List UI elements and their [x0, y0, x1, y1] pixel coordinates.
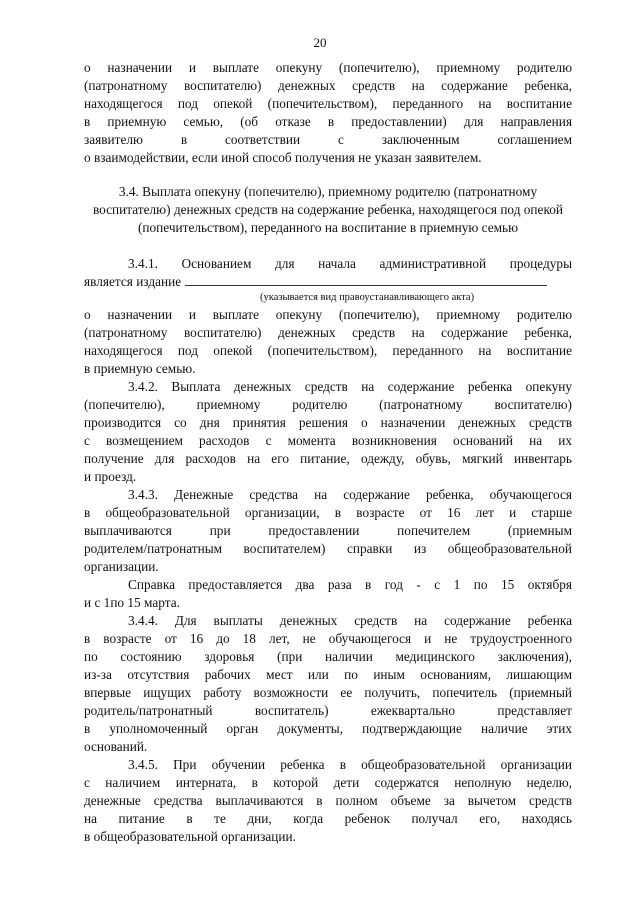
text-line: родитель/патронатный воспитатель) ежеквартально представляет	[84, 703, 572, 718]
text-line: о назначении и выплате опекуну (попечителю), приемному родителю	[84, 307, 572, 322]
text-line: о назначении и выплате опекуну (попечителю), приемному родителю	[84, 60, 572, 75]
text-line: и проезд.	[84, 469, 137, 484]
blank-caption: (указывается вид правоустанавливающего акта)	[260, 292, 475, 303]
text-line: получение для расходов на его питание, одежду, обувь, мягкий инвентарь	[84, 451, 572, 466]
text-line: организации.	[84, 559, 159, 574]
text-line: 3.4.3. Денежные средства на содержание ребенка, обучающегося	[128, 487, 572, 502]
text-fragment: является издание	[84, 274, 182, 289]
text-line: денежные средства выплачиваются в полном объеме за вычетом средств	[84, 793, 572, 808]
text-line: оснований.	[84, 739, 148, 754]
text-line: (попечителю), приемному родителю (патронатному воспитателю)	[84, 397, 572, 412]
intro-paragraph	[84, 59, 572, 167]
text-line: на питание в те дни, когда ребенок получал его, находясь	[84, 811, 572, 826]
text-line: Справка предоставляется два раза в год - с 1 по 15 октября	[128, 577, 572, 592]
section-title: 3.4. Выплата опекуну (попечителю), приемному родителю (патронатному воспитателю) денежных средств на содержание ребенка, находящегося под опекой (попечительством), переданного на воспитание в приемную семью	[92, 184, 564, 235]
text-line: родителем/патронатным воспитателем) справки из общеобразовательной	[84, 541, 572, 556]
text-line: в приемную семью.	[84, 361, 196, 376]
text-line: в общеобразовательной организации, в возрасте от 16 лет и старше	[84, 505, 572, 520]
text-line: 3.4.2. Выплата денежных средств на содержание ребенка опекуну	[128, 379, 572, 394]
text-line: в общеобразовательной организации.	[84, 829, 296, 844]
text-line: 3.4.4. Для выплаты денежных средств на содержание ребенка	[128, 613, 572, 628]
text-line: о взаимодействии, если иной способ получения не указан заявителем.	[84, 150, 482, 165]
text-line: 3.4.1. Основанием для начала административной процедуры	[128, 256, 572, 271]
text-line: с возмещением расходов с момента возникновения оснований на их	[84, 433, 572, 448]
text-line: (патронатному воспитателю) денежных средств на содержание ребенка,	[84, 325, 572, 340]
paragraph-3-4-1	[84, 255, 572, 378]
text-line: с наличием интерната, в которой дети содержатся неполную неделю,	[84, 775, 572, 790]
text-line: находящегося под опекой (попечительством), переданного на воспитание	[84, 343, 572, 358]
fill-in-blank	[185, 273, 547, 286]
text-line: выплачиваются при предоставлении попечителем (приемным	[84, 523, 572, 538]
document-body	[84, 59, 572, 846]
text-line: находящегося под опекой (попечительством), переданного на воспитание	[84, 96, 572, 111]
text-line: в возрасте от 16 до 18 лет, не обучающегося и не трудоустроенного	[84, 631, 572, 646]
paragraph-3-4-5	[84, 756, 572, 846]
paragraph-3-4-3-note	[84, 576, 572, 612]
text-line: и с 1по 15 марта.	[84, 595, 180, 610]
text-line: по состоянию здоровья (при наличии медицинского заключения),	[84, 649, 572, 664]
paragraph-3-4-3	[84, 486, 572, 576]
text-line: производится со дня принятия решения о назначении денежных средств	[84, 415, 572, 430]
text-line: заявителю в соответствии с заключенным соглашением	[84, 132, 572, 147]
paragraph-3-4-4	[84, 612, 572, 756]
text-line: впервые ищущих работу возможности ее получить, попечитель (приемный	[84, 685, 572, 700]
text-line: в уполномоченный орган документы, подтверждающие наличие этих	[84, 721, 572, 736]
text-line: (патронатному воспитателю) денежных средств на содержание ребенка,	[84, 78, 572, 93]
text-line	[84, 273, 572, 291]
text-line: 3.4.5. При обучении ребенка в общеобразовательной организации	[128, 757, 572, 772]
text-line: в приемную семью, (об отказе в предоставлении) для направления	[84, 114, 572, 129]
page-number: 20	[313, 35, 327, 50]
text-line: из-за отсутствия рабочих мест или по иным основаниям, лишающим	[84, 667, 572, 682]
paragraph-3-4-2	[84, 378, 572, 486]
